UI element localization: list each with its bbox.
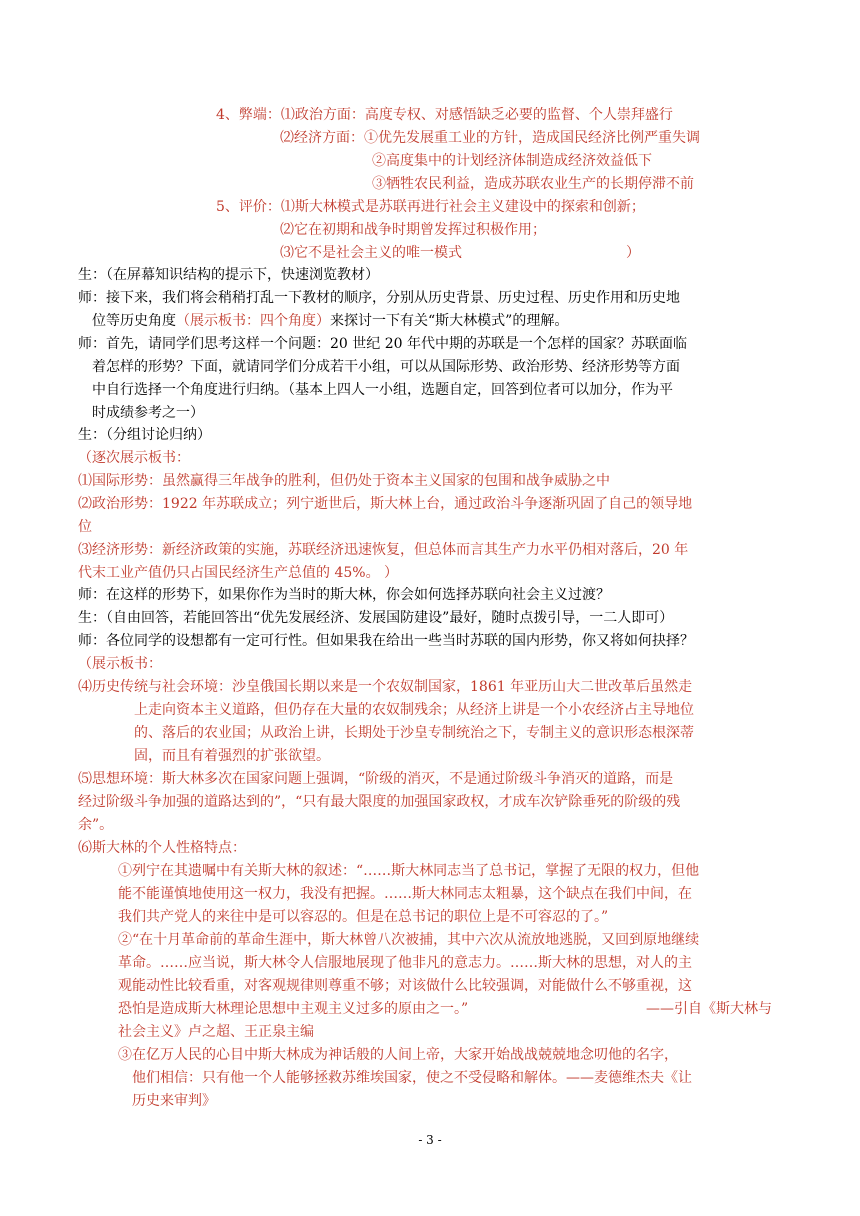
quote3-line-a: ③在亿万人民的心目中斯大林成为神话般的人间上帝，大家开始战战兢兢地念叨他的名字， (118, 1047, 678, 1063)
board2-tradition-2: 上走向资本主义道路，但仍存在大量的农奴制残余；从经济上讲是一个小农经济占主导地位 (134, 702, 694, 718)
quote1-line-c: 我们共产党人的来往中是可以容忍的。但是在总书记的职位上是不可容忍的了。” (118, 909, 609, 925)
board2-personality: ⑹斯大林的个人性格特点： (78, 840, 246, 856)
board2-tradition: ⑷历史传统与社会环境：沙皇俄国长期以来是一个农奴制国家，1861 年亚历山大二世改革后虽然走 (78, 679, 693, 695)
outline-economic: ⑵经济方面：①优先发展重工业的方针，造成国民经济比例严重失调 (280, 130, 700, 146)
board2-ideology-3: 余”。 (78, 817, 114, 833)
outline-evaluation: 5、评价：⑴斯大林模式是苏联再进行社会主义建设中的探索和创新； (216, 199, 645, 215)
student-line-2: 生：（分组讨论归纳） (78, 427, 211, 443)
teacher-line-1b (92, 310, 568, 332)
outline-evaluation-3: ⑶它不是社会主义的唯一模式 (280, 245, 462, 261)
teacher-line-1b-pre: 位等历史角度 (92, 313, 176, 329)
teacher-line-3: 师：在这样的形势下，如果你作为当时的斯大林，你会如何选择苏联向社会主义过渡？ (78, 587, 610, 603)
board-note-four-angles: （展示板书：四个角度） (176, 313, 330, 329)
board1-economic-2: 代末工业产值仍只占国民经济生产总值的 45%。 ） (78, 565, 399, 581)
board2-ideology-2: 经过阶级斗争加强的道路达到的”，“只有最大限度的加强国家政权，才成车次铲除垂死的阶级的残 (78, 794, 681, 810)
board2-tradition-3: 的、落后的农业国；从政治上讲，长期处于沙皇专制统治之下，专制主义的意识形态根深蒂 (134, 725, 694, 741)
student-line-1: 生：（在屏幕知识结构的提示下，快速浏览教材） (78, 267, 379, 283)
outline-evaluation-2: ⑵它在初期和战争时期曾发挥过积极作用； (280, 222, 546, 238)
teacher-line-2a: 师：首先，请同学们思考这样一个问题：20 世纪 20 年代中期的苏联是一个怎样的国家？苏联面临 (78, 336, 687, 352)
outline-economic-3: ③牺牲农民利益，造成苏联农业生产的长期停滞不前 (372, 176, 694, 192)
quote2-line-c: 观能动性比较看重，对客观规律则尊重不够；对该做什么比较强调，对能做什么不够重视，这 (118, 978, 692, 994)
teacher-line-2c: 中自行选择一个角度进行归纳。（基本上四人一小组，选题自定，回答到位者可以加分，作为平 (92, 382, 673, 398)
quote1-line-a: ①列宁在其遗嘱中有关斯大林的叙述：“……斯大林同志当了总书记，掌握了无限的权力，但他 (118, 863, 700, 879)
page-number: - 3 - (418, 1133, 442, 1147)
board1-political-2: 位 (78, 519, 92, 535)
board2-heading: （展示板书： (78, 656, 162, 672)
teacher-line-1a: 师：接下来，我们将会稍稍打乱一下教材的顺序，分别从历史背景、历史过程、历史作用和历史地 (78, 290, 680, 306)
teacher-line-4: 师：各位同学的设想都有一定可行性。但如果我在给出一些当时苏联的国内形势，你又将如何抉择？ (78, 633, 694, 649)
board1-economic: ⑶经济形势：新经济政策的实施，苏联经济迅速恢复，但总体而言其生产力水平仍相对落后，20 年 (78, 542, 689, 558)
quote2-line-d: 恐怕是造成斯大林理论思想中主观主义过多的原由之一。” (118, 1001, 469, 1017)
quote3-line-c: 历史来审判》 (132, 1093, 216, 1109)
board1-political: ⑵政治形势：1922 年苏联成立；列宁逝世后，斯大林上台，通过政治斗争逐渐巩固了自己的领导地 (78, 496, 693, 512)
board2-tradition-4: 固，而且有着强烈的扩张欲望。 (134, 748, 330, 764)
quote1-line-b: 能不能谨慎地使用这一权力，我没有把握。……斯大林同志太粗暴，这个缺点在我们中间，在 (118, 886, 692, 902)
board1-international: ⑴国际形势：虽然赢得三年战争的胜利，但仍处于资本主义国家的包围和战争威胁之中 (78, 473, 610, 489)
quote3-line-b: 他们相信：只有他一个人能够拯救苏维埃国家，使之不受侵略和解体。——麦德维杰夫《让 (132, 1070, 692, 1086)
outline-close-paren: ） (626, 245, 640, 261)
teacher-line-1b-post: 来探讨一下有关“斯大林模式”的理解。 (330, 313, 569, 329)
quote2-line-e: 社会主义》卢之超、王正泉主编 (118, 1024, 314, 1040)
quote2-line-b: 革命。……应当说，斯大林令人信服地展现了他非凡的意志力。……斯大林的思想，对人的主 (118, 955, 692, 971)
quote2-line-a: ②“在十月革命前的革命生涯中，斯大林曾八次被捕，其中六次从流放地逃脱，又回到原地继续 (118, 932, 700, 948)
quote2-source: ——引自《斯大林与 (646, 1001, 772, 1017)
teacher-line-2d: 时成绩参考之一） (92, 405, 204, 421)
outline-economic-2: ②高度集中的计划经济体制造成经济效益低下 (372, 153, 652, 169)
board1-heading: （逐次展示板书： (78, 450, 190, 466)
student-line-3: 生：（自由回答，若能回答出“优先发展经济、发展国防建设”最好，随时点拨引导，一二人即可） (78, 610, 674, 626)
teacher-line-2b: 着怎样的形势？下面，就请同学们分成若干小组，可以从国际形势、政治形势、经济形势等方面 (92, 359, 680, 375)
outline-drawbacks: 4、弊端：⑴政治方面：高度专权、对感悟缺乏必要的监督、个人崇拜盛行 (216, 107, 673, 123)
board2-ideology: ⑸思想环境：斯大林多次在国家问题上强调，“阶级的消灭，不是通过阶级斗争消灭的道路，而是 (78, 771, 674, 787)
